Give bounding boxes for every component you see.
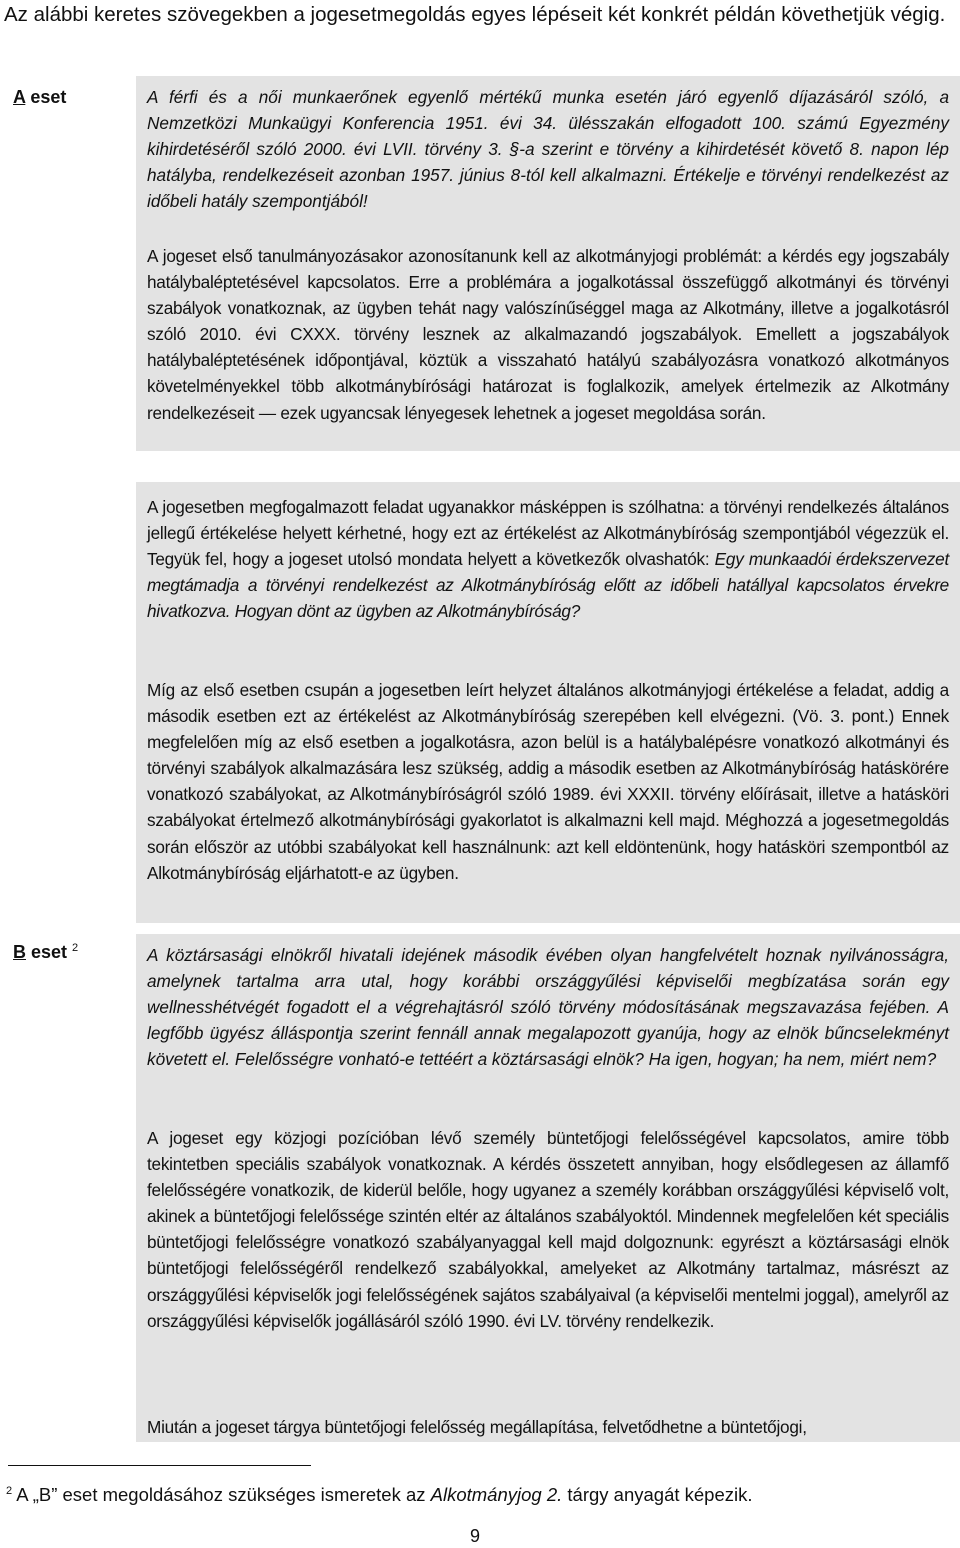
case-a-alternative-text: A jogesetben megfogalmazott feladat ugyanakkor másképpen is szólhatna: a törvényi rendelkezés általános jellegű értékelése helyett kérhetné, hogy ezt az értékelést az Alkotmánybíróság szempontjából végezzük el. Tegyük fel, hogy a jogeset utolsó mondata helyett a következők olvashatók: — [147, 497, 949, 570]
case-b-letter: B — [13, 942, 26, 962]
footnote-tail: tárgy anyagát képezik. — [562, 1484, 753, 1506]
case-b-prompt: A köztársasági elnökről hivatali idejének második évében olyan hangfelvételt hoznak nyilvánosságra, amelynek tartalma arra utal, hogy korábbi országgyűlési képviselői megbízatása során egy wellnesshétvégét fogadott el a végrehajtásról szóló törvény módosításának megszavazása fejében. A legfőbb ügyész álláspontja szerint fennáll annak megalapozott gyanúja, hogy az elnök bűncselekményt követett el. Felelősségre vonható-e tettéért a köztársasági elnök? Ha igen, hogyan; ha nem, miért nem? — [147, 945, 949, 1070]
case-a-analysis: A jogeset első tanulmányozásakor azonosítanunk kell az alkotmányjogi problémát: a kérdés egy jogszabály hatálybaléptetésével kapcsolatos. Erre a problémára a jogalkotással összefüggő alkotmányi és törvényi szabályok vonatkoznak, az ügyben tehát nagy valószínűséggel maga az Alkotmány, illetve a jogalkotásról szóló 2010. évi CXXX. törvény lesznek az alkalmazandó jogszabályok. Emellett a jogszabályok hatálybaléptetésének időpontjával, köztük a visszaható hatályú szabályozásra vonatkozó alkotmányos követelményekkel több alkotmánybírósági határozat is foglalkozik, amelyek értelmezik az Alkotmány rendelkezéseit — ezek ugyancsak lényegesek lehetnek a jogeset megoldása során. — [147, 246, 949, 423]
case-b-continuation: Miután a jogeset tárgya büntetőjogi felelősség megállapítása, felvetődhetne a büntetőjogi, — [147, 1417, 807, 1437]
intro-text: Az alábbi keretes szövegekben a jogesetmegoldás egyes lépéseit két konkrét példán követhetjük végig. — [4, 3, 946, 26]
case-b-word: eset — [26, 942, 68, 962]
footnote-marker[interactable]: 2 — [72, 942, 79, 954]
footnote-separator — [8, 1465, 311, 1466]
case-a-word: eset — [25, 87, 67, 107]
footnote-course-title: Alkotmányjog 2. — [430, 1484, 563, 1506]
case-b-label — [13, 942, 78, 963]
case-a-alternative-question: Egy munkaadói érdekszervezet megtámadja a törvényi rendelkezést az Alkotmánybíróság előtt az időbeli hatállyal kapcsolatos érvekre hivatkozva. Hogyan dönt az ügyben az Alkotmánybíróság? — [147, 549, 949, 622]
case-a-comparison: Míg az első esetben csupán a jogesetben leírt helyzet általános alkotmányjogi értékelése a feladat, addig a második esetben ezt az értékelést az Alkotmánybíróság szerepében kell elvégezni. (Vö. 3. pont.) Ennek megfelelően míg az első esetben a jogalkotásra, azon belül is a hatálybalépésre vonatkozó alkotmányi és törvényi szabályok alkalmazására lesz szükség, addig a második esetben az Alkotmánybíróság hatáskörére vonatkozó szabályokat, az Alkotmánybíróságról szóló 1989. évi XXXII. törvény előírásait, illetve a hatásköri szabályokat értelmező alkotmánybírósági gyakorlatot is alkalmazni kell majd. Méghozzá a jogesetmegoldás során először az utóbbi szabályokat kell használnunk: azt kell eldöntenünk, hogy hatásköri szempontból az Alkotmánybíróság eljárhatott-e az ügyben. — [147, 680, 949, 883]
footnote — [6, 1479, 906, 1507]
footnote-text: A „B” eset megoldásához szükséges ismeretek az — [12, 1484, 431, 1506]
case-a-label — [13, 87, 66, 108]
case-a-alternative — [147, 494, 949, 624]
footnote-number: 2 — [6, 1485, 13, 1497]
case-a-prompt: A férfi és a női munkaerőnek egyenlő mértékű munka esetén járó egyenlő díjazásáról szóló, a Nemzetközi Munkaügyi Konferencia 1951. évi 34. ülésszakán elfogadott 100. számú Egyezmény kihirdetéséről szóló 2000. évi LVII. törvény 3. §-a szerint e törvény a kihirdetését követő 8. napon lép hatályba, rendelkezéseit azonban 1957. június 8-tól kell alkalmazni. Értékelje e törvényi rendelkezést az időbeli hatály szempontjából! — [147, 87, 949, 212]
case-a-letter: A — [13, 87, 26, 107]
case-b-analysis: A jogeset egy közjogi pozícióban lévő személy büntetőjogi felelősségével kapcsolatos, amire több tekintetben speciális szabályok vonatkoznak. A kérdés összetett annyiban, hogy elsődlegesen az államfő felelősségére vonatkozik, de kiderül belőle, hogy ugyanez a személy korábban országgyűlési képviselő volt, akinek a büntetőjogi felelőssége szintén eltér az általános szabályoktól. Mindennek megfelelően két speciális büntetőjogi felelősségre vonatkozó szabályanyaggal kell majd dolgoznunk: egyrészt a köztársasági elnök büntetőjogi felelősségéről rendelkező szabályokkal, amelyeket az Alkotmány tartalmaz, másrészt az országgyűlési képviselők jogi felelősségének sajátos szabályaival (a képviselői mentelmi joggal), amelyről az országgyűlési képviselők jogállásáról szóló 1990. évi LV. törvény rendelkezik. — [147, 1128, 949, 1331]
page-number: 9 — [470, 1526, 481, 1546]
